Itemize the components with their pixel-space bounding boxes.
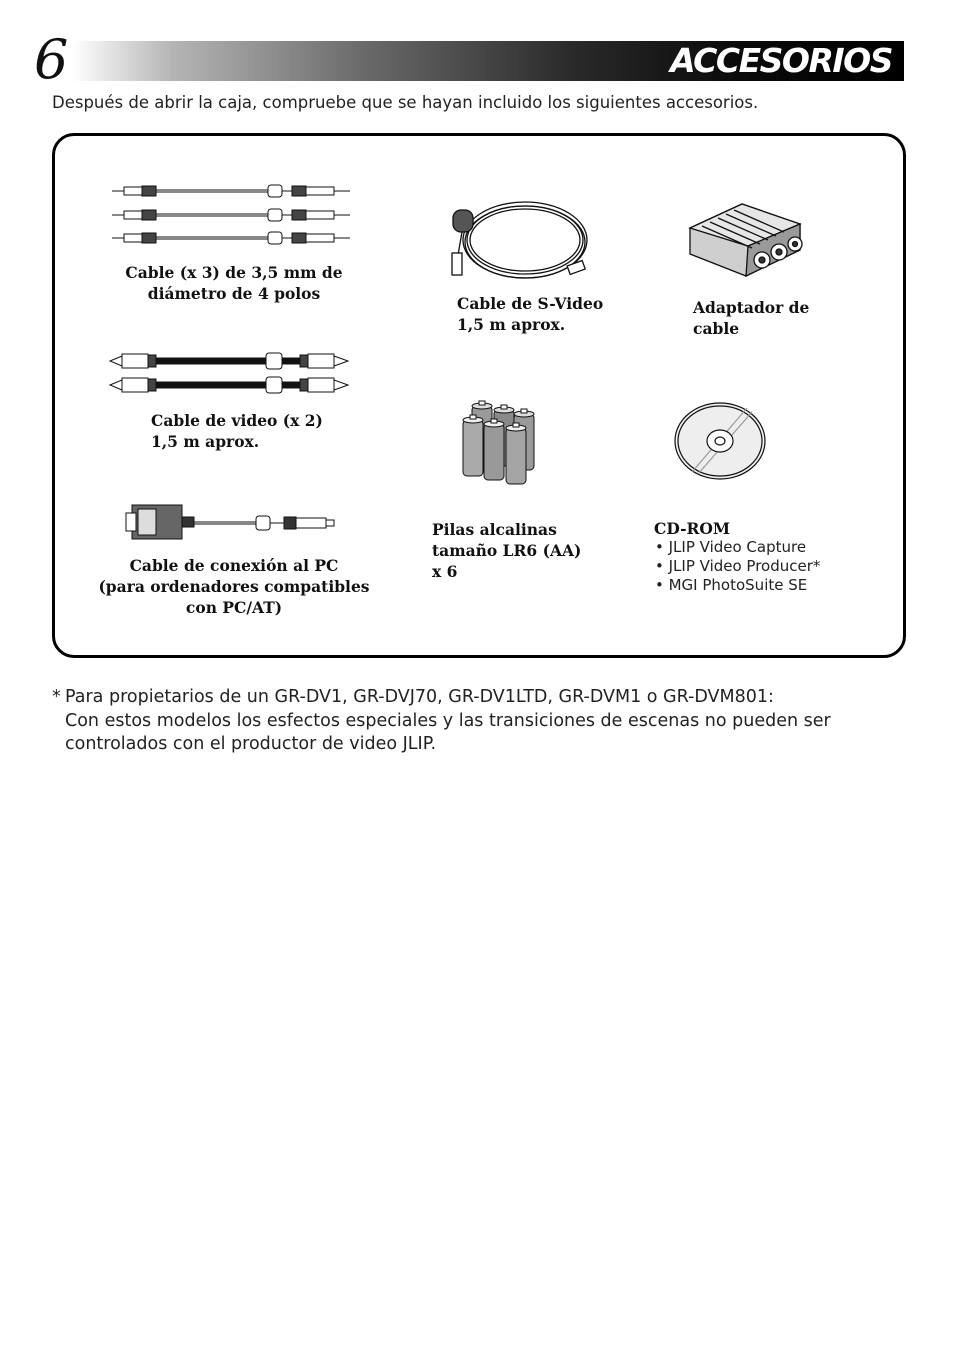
footnote-marker: * — [52, 687, 61, 707]
intro-text: Después de abrir la caja, compruebe que se hayan incluido los siguientes accesorios. — [52, 93, 759, 112]
footnote-line: Con estos modelos los esfectos especiales y las transiciones de escenas no pueden ser — [65, 710, 831, 731]
cable-35mm-label: Cable (x 3) de 3,5 mm de diámetro de 4 polos — [125, 263, 343, 303]
cdrom-software-list — [655, 538, 820, 595]
page-title: ACCESORIOS — [670, 41, 892, 80]
cable-35mm-illustration — [110, 180, 355, 250]
pc-cable-label: Cable de conexión al PC (para ordenadores compatibles con PC/AT) — [98, 556, 370, 617]
batteries-illustration — [460, 400, 540, 485]
cdrom-item: • JLIP Video Producer* — [655, 557, 821, 575]
svideo-cable-illustration — [440, 195, 595, 290]
video-cable-illustration — [108, 350, 353, 396]
footnote-line: Para propietarios de un GR-DV1, GR-DVJ70, GR-DV1LTD, GR-DVM1 o GR-DVM801: — [65, 687, 774, 707]
video-cable-label: Cable de video (x 2) 1,5 m aprox. — [151, 411, 323, 451]
title-bar — [72, 41, 904, 81]
footnote-line: controlados con el productor de video JLIP. — [65, 734, 437, 754]
cdrom-title: CD-ROM — [654, 519, 731, 538]
adapter-label: Adaptador de cable — [693, 298, 810, 338]
cable-adapter-illustration — [682, 198, 812, 283]
cdrom-item: • JLIP Video Capture — [655, 538, 807, 556]
cdrom-illustration — [672, 400, 768, 482]
pc-cable-illustration — [124, 503, 339, 543]
cdrom-item: • MGI PhotoSuite SE — [655, 576, 808, 594]
batteries-label: Pilas alcalinas tamaño LR6 (AA) x 6 — [432, 520, 582, 581]
page-number: 6 — [34, 28, 69, 91]
svideo-label: Cable de S-Video 1,5 m aprox. — [457, 294, 604, 334]
footnote — [52, 686, 902, 757]
